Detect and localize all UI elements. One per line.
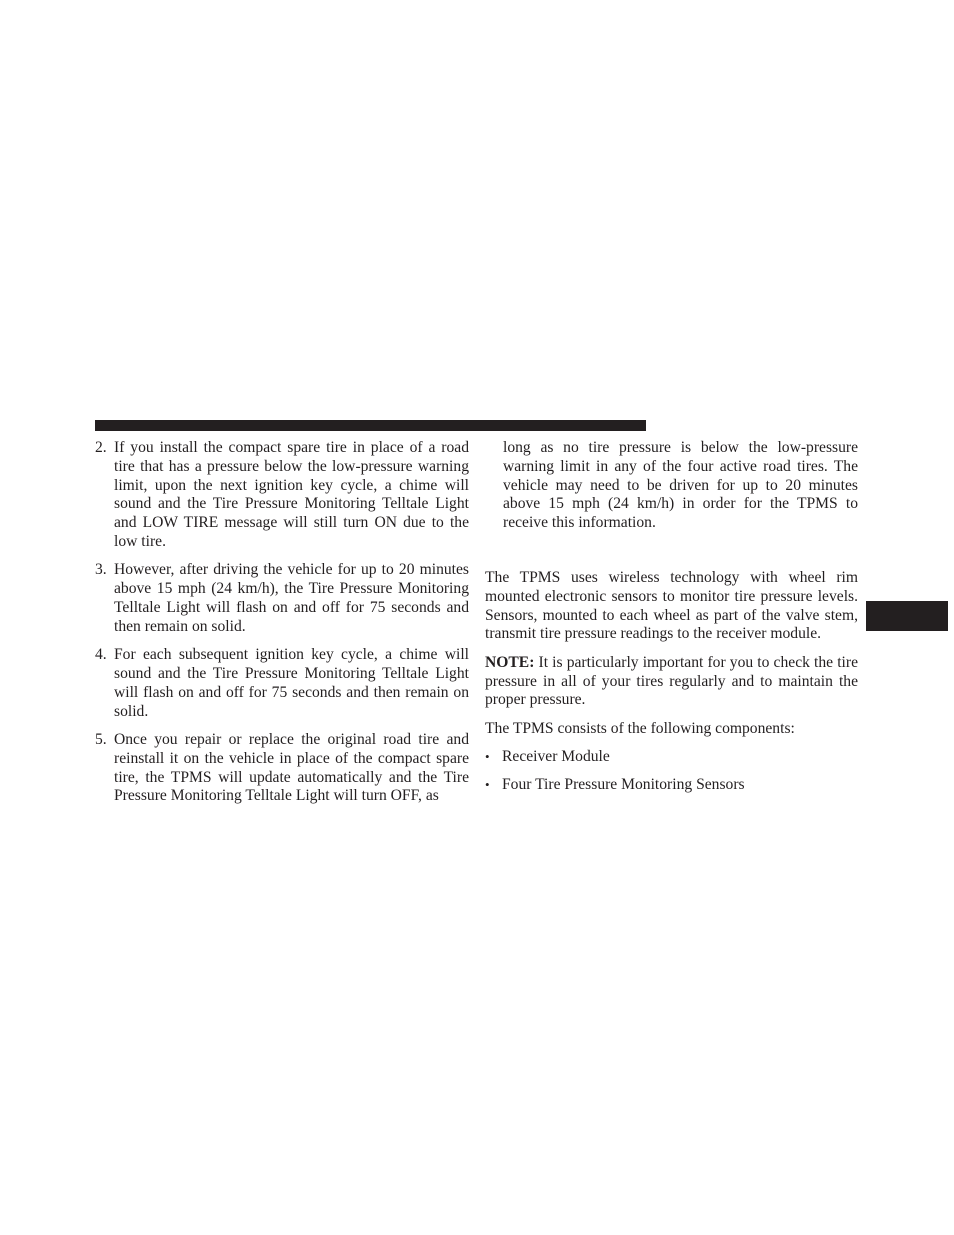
list-number: 3.: [95, 561, 107, 579]
list-item: [95, 439, 469, 552]
right-column: [485, 439, 858, 805]
list-text: However, after driving the vehicle for up to 20 minutes above 15 mph (24 km/h), the Tire Pressure Monitoring Telltale Light will flash on and off for 75 seconds and then remain on solid.: [114, 561, 469, 635]
list-item: [95, 646, 469, 721]
bullet-icon: •: [485, 749, 490, 765]
bullet-text: Receiver Module: [502, 748, 610, 766]
bullet-item: [485, 748, 858, 767]
list-text: If you install the compact spare tire in place of a road tire that has a pressure below the low-pressure warning limit, upon the next ignition key cycle, a chime will sound and the Tire Pressure Monitoring Telltale Light and LOW TIRE message will still turn ON due to the low tire.: [114, 439, 469, 550]
components-intro: The TPMS consists of the following components:: [485, 719, 795, 737]
section-tab: [866, 601, 948, 631]
note-text: It is particularly important for you to check the tire pressure in all of your tires regularly and to maintain the proper pressure.: [485, 653, 859, 709]
tpms-description: The TPMS uses wireless technology with wheel rim mounted electronic sensors to monitor tire pressure levels. Sensors, mounted to each wheel as part of the valve stem, transmit tire pressure readings to the receiver module.: [485, 568, 858, 643]
list-number: 5.: [95, 730, 107, 748]
list-item: [95, 561, 469, 636]
left-column: [95, 439, 469, 816]
bullet-icon: •: [485, 777, 490, 793]
bullet-text: Four Tire Pressure Monitoring Sensors: [502, 776, 745, 794]
list-number: 4.: [95, 646, 107, 664]
bullet-item: [485, 776, 858, 795]
header-rule: [95, 420, 646, 431]
list-number: 2.: [95, 439, 107, 456]
list-text: Once you repair or replace the original road tire and reinstall it on the vehicle in place of the compact spare tire, the TPMS will update automatically and the Tire Pressure Monitoring Telltale Light will turn OFF, as: [114, 730, 469, 805]
note-paragraph: [485, 654, 858, 710]
note-label: NOTE:: [485, 653, 535, 671]
list-item: [95, 731, 469, 806]
list-text: For each subsequent ignition key cycle, a chime will sound and the Tire Pressure Monitoring Telltale Light will flash on and off for 75 seconds and then remain on solid.: [114, 646, 469, 720]
list-continuation: long as no tire pressure is below the low-pressure warning limit in any of the four active road tires. The vehicle may need to be driven for up to 20 minutes above 15 mph (24 km/h) in order for the TPMS to receive this information.: [503, 439, 858, 532]
